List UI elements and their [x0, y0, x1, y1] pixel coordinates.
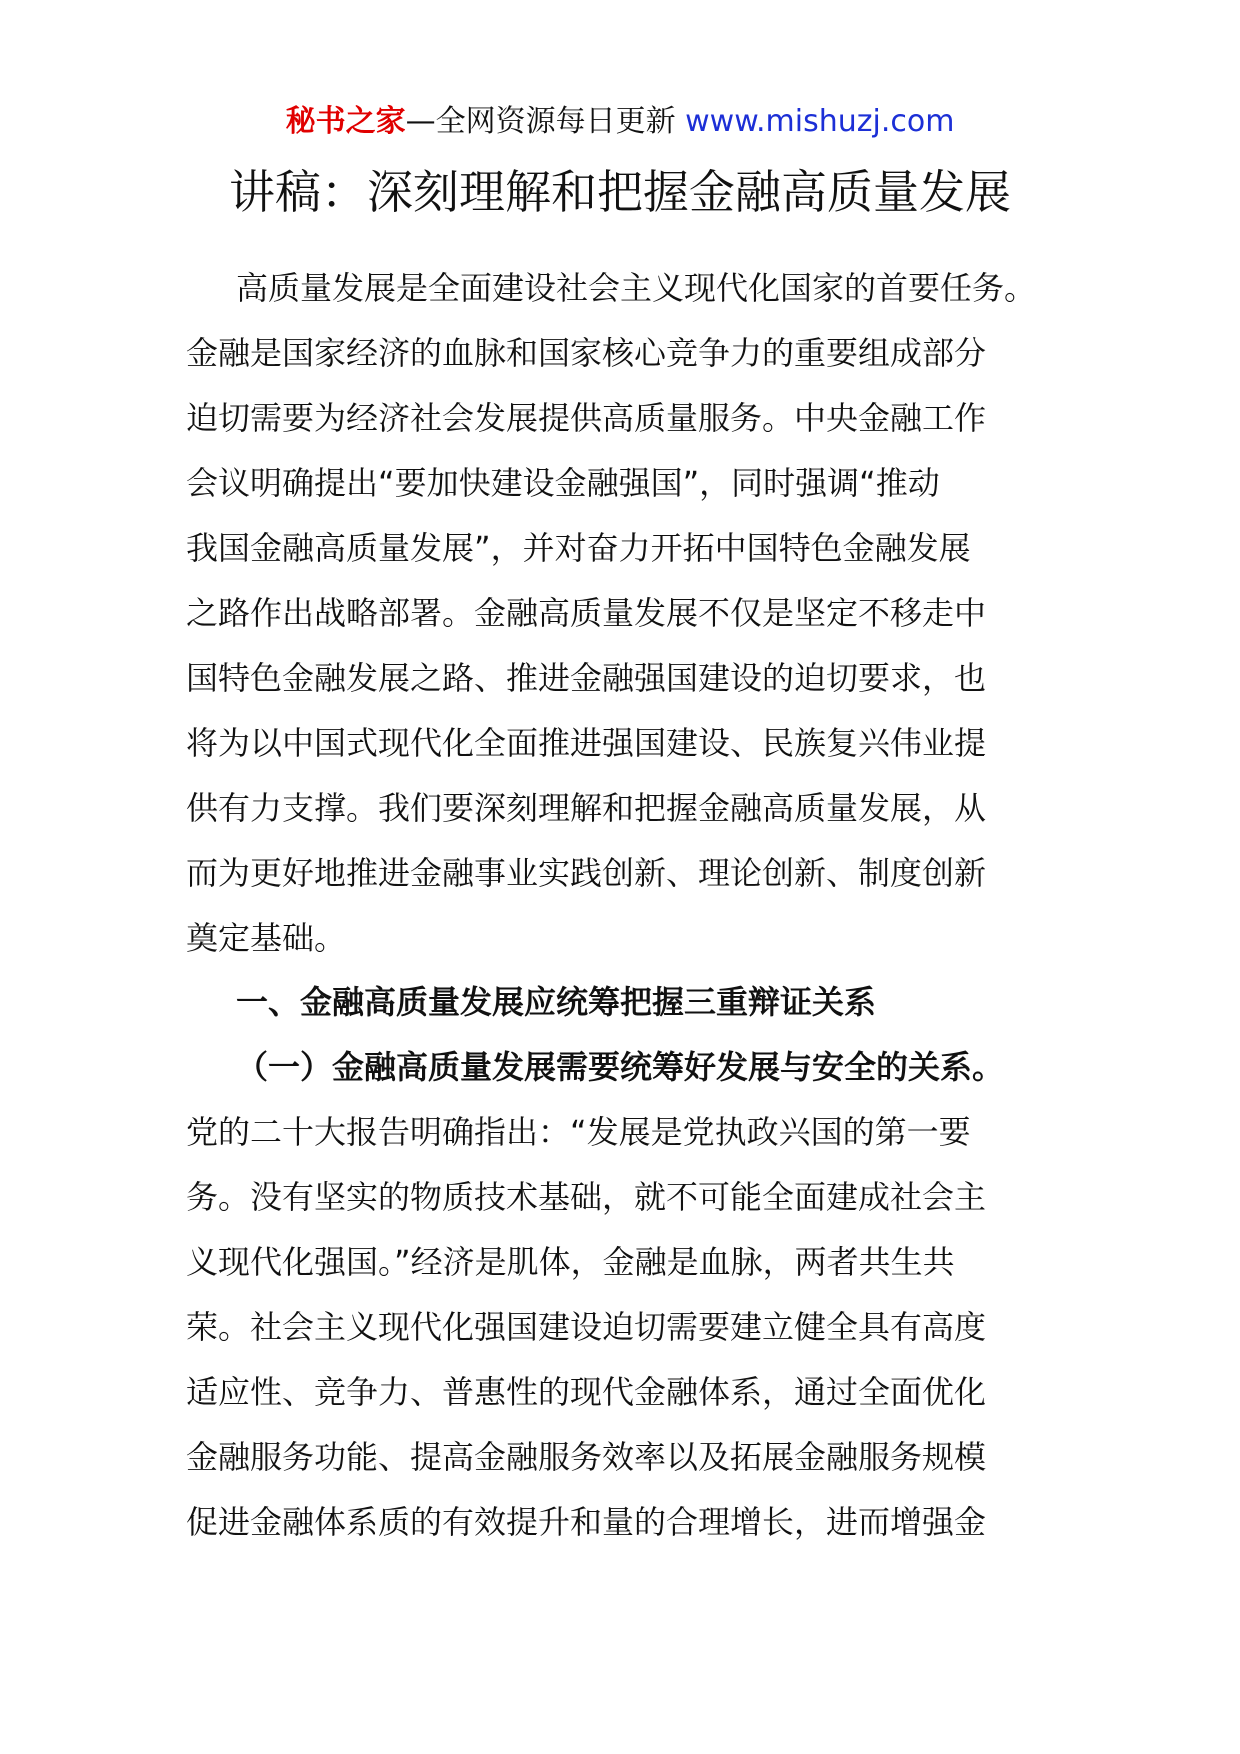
paragraph-line: 促进金融体系质的有效提升和量的合理增长，进而增强金	[186, 1503, 987, 1541]
section-subheading: （一）金融高质量发展需要统筹好发展与安全的关系。	[236, 1048, 1005, 1086]
paragraph-line: 将为以中国式现代化全面推进强国建设、民族复兴伟业提	[186, 724, 987, 762]
paragraph-line: 之路作出战略部署。金融高质量发展不仅是坚定不移走中	[186, 594, 987, 632]
paragraph-line: 迫切需要为经济社会发展提供高质量服务。中央金融工作	[186, 399, 987, 437]
paragraph-line: 国特色金融发展之路、推进金融强国建设的迫切要求，也	[186, 659, 987, 697]
paragraph-line: 适应性、竞争力、普惠性的现代金融体系，通过全面优化	[186, 1373, 987, 1411]
paragraph-line: 会议明确提出“要加快建设金融强国”，同时强调“推动	[186, 464, 940, 502]
document-title: 讲稿：深刻理解和把握金融高质量发展	[229, 165, 1011, 219]
paragraph-section1	[186, 1100, 1066, 1555]
paragraph-line: 高质量发展是全面建设社会主义现代化国家的首要任务。	[236, 269, 1037, 307]
paragraph-line: 党的二十大报告明确指出：“发展是党执政兴国的第一要	[186, 1113, 971, 1151]
paragraph-line: 供有力支撑。我们要深刻理解和把握金融高质量发展，从	[186, 789, 987, 827]
paragraph-line: 奠定基础。	[186, 919, 347, 957]
brand-name: 秘书之家	[285, 104, 406, 139]
paragraph-line: 金融是国家经济的血脉和国家核心竞争力的重要组成部分	[186, 334, 987, 372]
paragraph-line: 务。没有坚实的物质技术基础，就不可能全面建成社会主	[186, 1178, 987, 1216]
header-tagline: —全网资源每日更新	[405, 104, 686, 139]
paragraph-line: 而为更好地推进金融事业实践创新、理论创新、制度创新	[186, 854, 987, 892]
paragraph-line: 义现代化强国。”经济是肌体，金融是血脉，两者共生共	[186, 1243, 955, 1281]
section-heading: 一、金融高质量发展应统筹把握三重辩证关系	[236, 983, 877, 1021]
paragraph-intro	[186, 256, 1066, 971]
site-url-link[interactable]: www.mishuzj.com	[685, 104, 955, 139]
paragraph-line: 我国金融高质量发展”，并对奋力开拓中国特色金融发展	[186, 529, 971, 567]
paragraph-line: 金融服务功能、提高金融服务效率以及拓展金融服务规模	[186, 1438, 987, 1476]
site-header	[0, 102, 1240, 142]
paragraph-line: 荣。社会主义现代化强国建设迫切需要建立健全具有高度	[186, 1308, 987, 1346]
